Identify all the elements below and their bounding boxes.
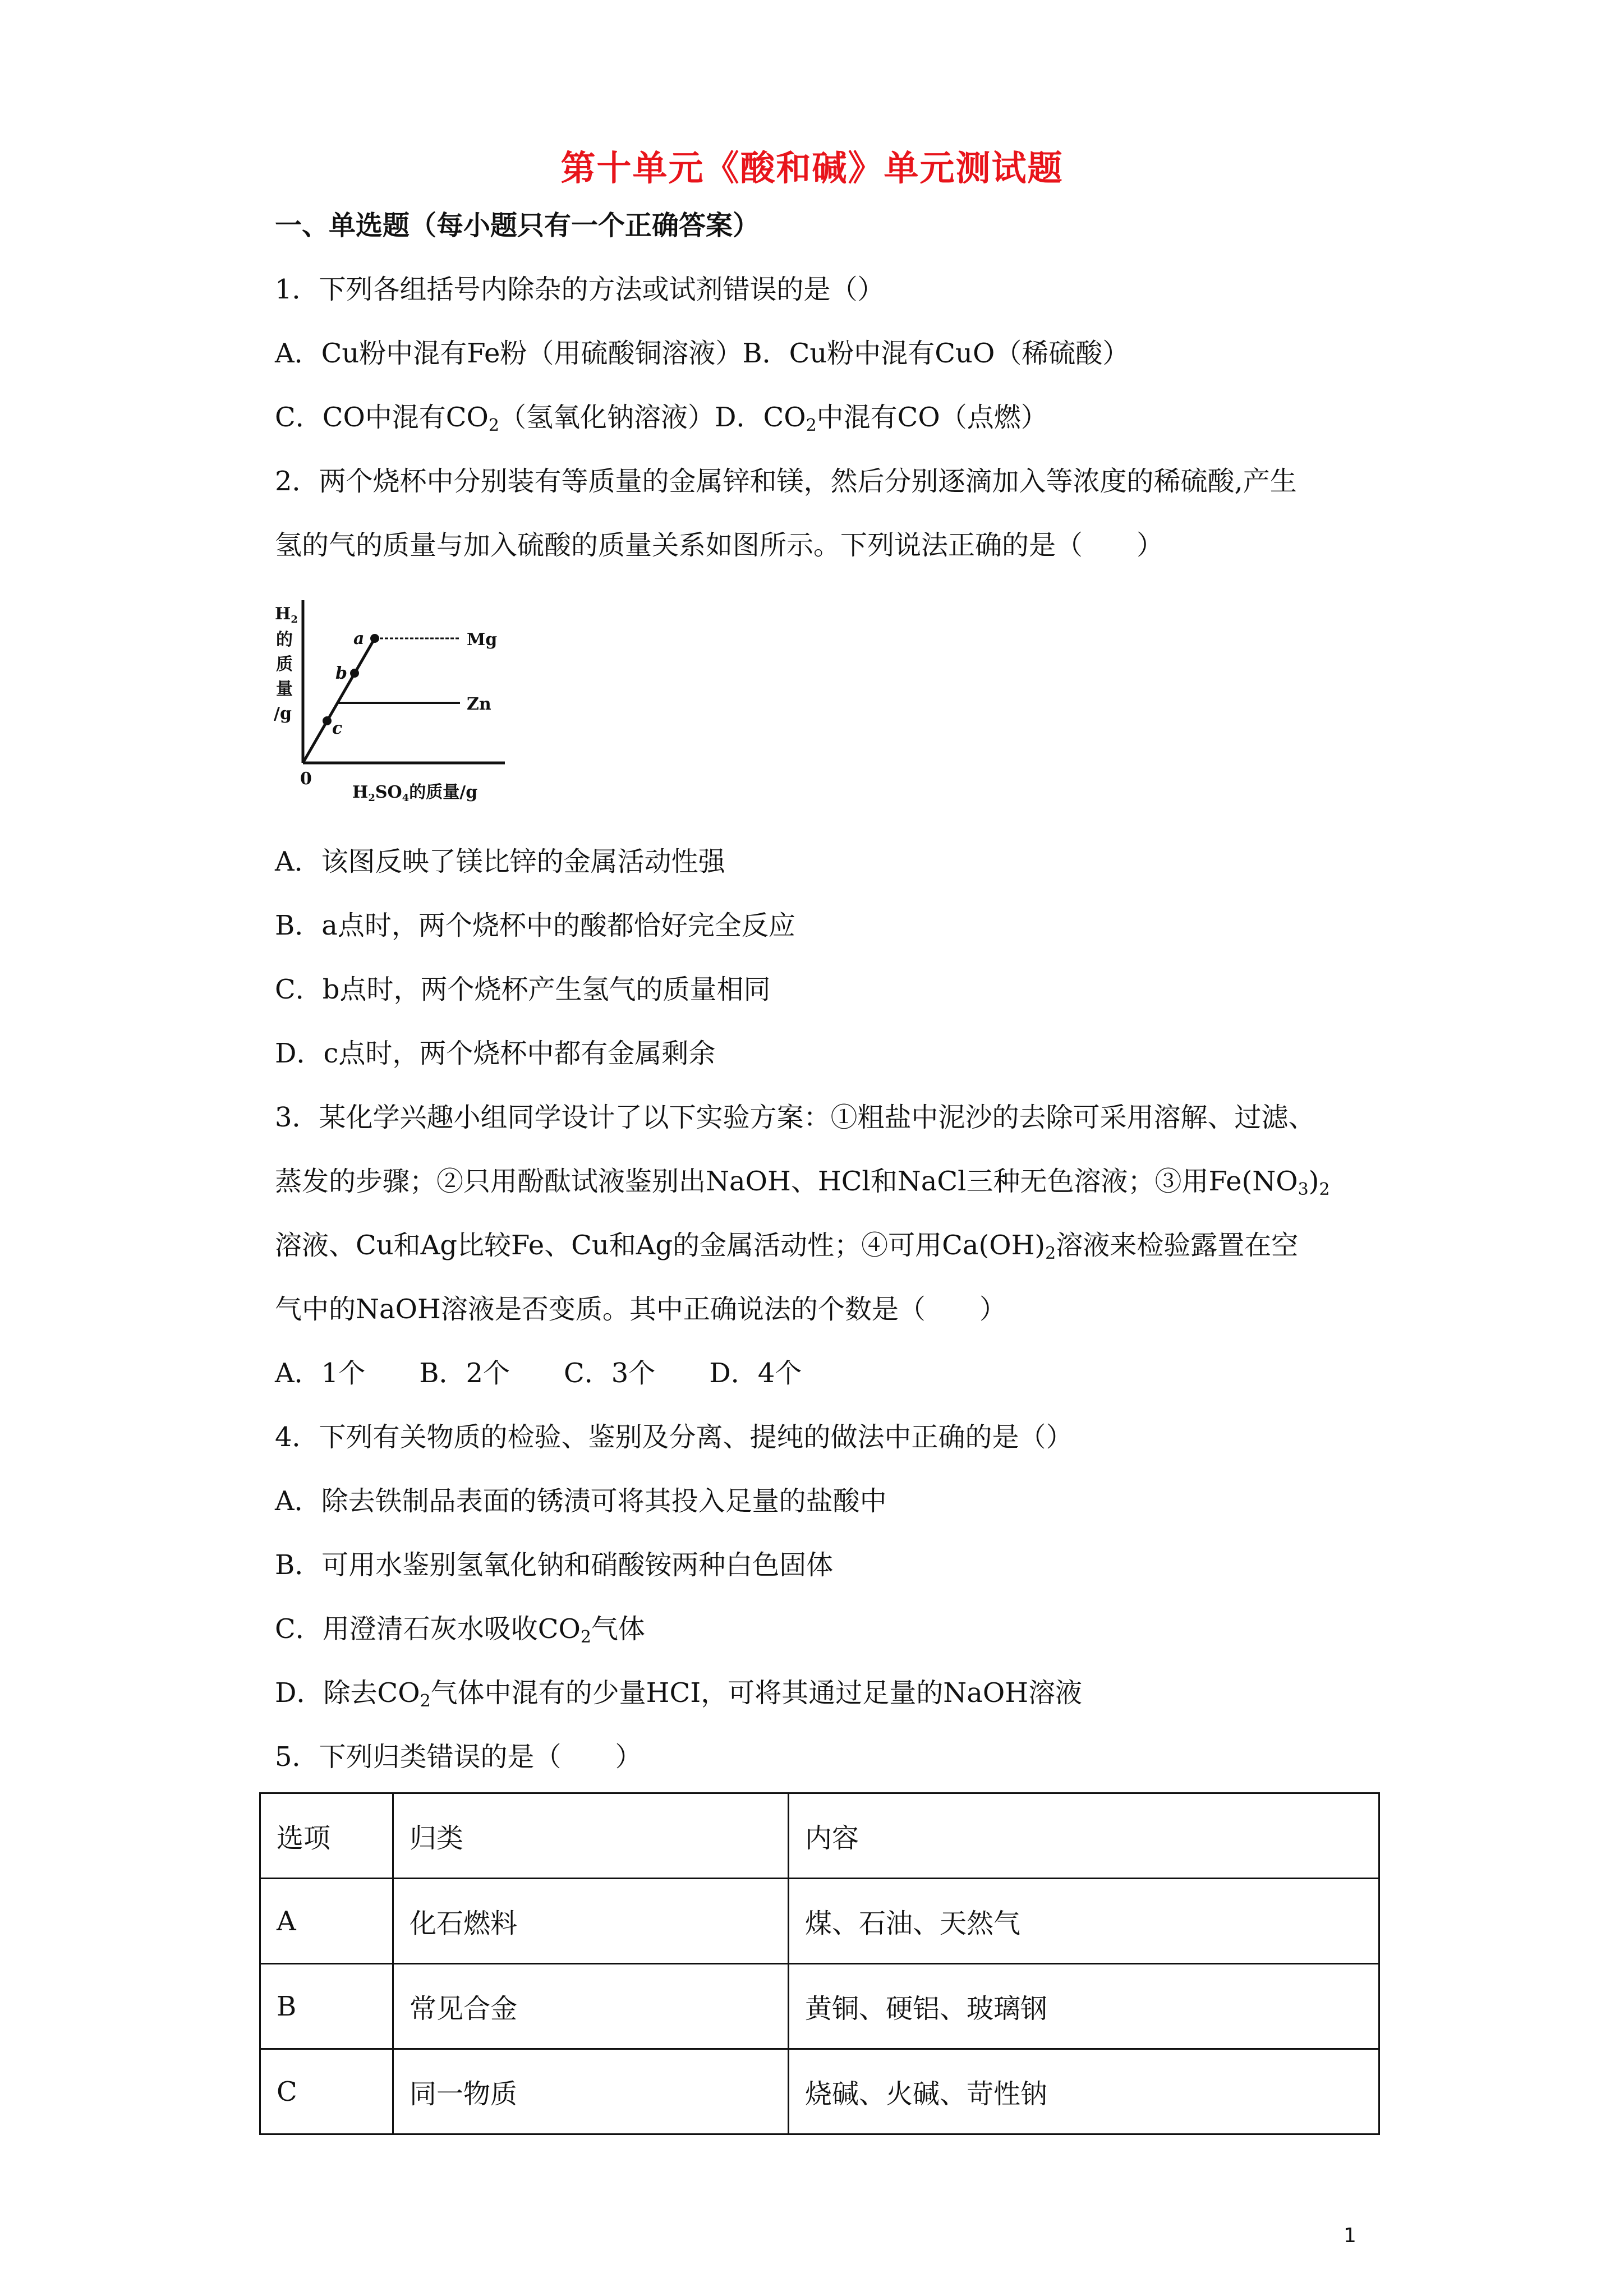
question-1-options-cd: C．CO中混有$CO_2$（氢氧化钠溶液）D．$CO_2$中混有CO（点燃） xyxy=(275,402,1048,435)
table-cell: A xyxy=(260,1879,393,1964)
question-3-line1: 3．某化学兴趣小组同学设计了以下实验方案：①粗盐中泥沙的去除可采用溶解、过滤、 xyxy=(275,1102,1315,1133)
question-3-line3: 溶液、Cu和Ag比较Fe、Cu和Ag的金属活动性；④可用$Ca(OH)_2$溶液来检验露置在空 xyxy=(275,1230,1299,1263)
table-cell: 黄铜、硬铝、玻璃钢 xyxy=(789,1964,1379,2049)
question-1-stem: 1．下列各组括号内除杂的方法或试剂错误的是（） xyxy=(275,274,885,305)
point-b xyxy=(350,669,359,678)
classification-table xyxy=(259,1792,1380,2135)
y-axis-label-char: 的 xyxy=(276,630,293,650)
x-axis-label: $H_2SO_4$的质量/g xyxy=(352,783,478,804)
point-b-label: b xyxy=(335,664,347,683)
question-2-option-c: C．b点时，两个烧杯产生氢气的质量相同 xyxy=(275,974,771,1005)
question-1-options-ab: A．Cu粉中混有Fe粉（用硫酸铜溶液）B．Cu粉中混有CuO（稀硫酸） xyxy=(275,338,1130,369)
table-header-cell: 选项 xyxy=(260,1793,393,1879)
question-4-option-c: C．用澄清石灰水吸收$CO_2$气体 xyxy=(275,1613,645,1647)
table-header-cell: 内容 xyxy=(789,1793,1379,1879)
table-row xyxy=(260,1964,1379,2049)
point-c-label: c xyxy=(332,719,343,738)
table-header-cell: 归类 xyxy=(393,1793,789,1879)
table-cell: 化石燃料 xyxy=(393,1879,789,1964)
question-4-stem: 4．下列有关物质的检验、鉴别及分离、提纯的做法中正确的是（） xyxy=(275,1421,1073,1453)
question-2-option-a: A．该图反映了镁比锌的金属活动性强 xyxy=(275,846,725,877)
y-axis-label-h: $H_2$ xyxy=(275,604,298,625)
point-a-label: a xyxy=(353,629,365,648)
question-5-stem: 5．下列归类错误的是（ ） xyxy=(275,1741,642,1773)
table-cell: C xyxy=(260,2049,393,2134)
table-cell: 煤、石油、天然气 xyxy=(789,1879,1379,1964)
table-row xyxy=(260,1793,1379,1879)
page-number: 1 xyxy=(1344,2224,1356,2247)
origin-label: 0 xyxy=(300,769,312,789)
question-2-option-b: B．a点时，两个烧杯中的酸都恰好完全反应 xyxy=(275,910,795,941)
question-3-options: A．1个 B．2个 C．3个 D．4个 xyxy=(275,1358,802,1389)
question-4-option-d: D．除去$CO_2$气体中混有的少量HCI，可将其通过足量的NaOH溶液 xyxy=(275,1677,1083,1711)
y-axis-label-char: /g xyxy=(274,704,292,724)
document-title: 第十单元《酸和碱》单元测试题 xyxy=(560,148,1064,188)
table-cell: B xyxy=(260,1964,393,2049)
table-row xyxy=(260,1879,1379,1964)
question-3-line2: 蒸发的步骤；②只用酚酞试液鉴别出NaOH、HCl和NaCl三种无色溶液；③用$Fe(NO_3)_2$ xyxy=(275,1166,1330,1199)
table-cell: 同一物质 xyxy=(393,2049,789,2134)
question-2-option-d: D．c点时，两个烧杯中都有金属剩余 xyxy=(275,1038,716,1069)
y-axis-label-char: 量 xyxy=(276,679,293,699)
question-2-stem-line1: 2．两个烧杯中分别装有等质量的金属锌和镁，然后分别逐滴加入等浓度的稀硫酸,产生 xyxy=(275,466,1297,497)
rising-line xyxy=(303,638,375,763)
table-cell: 烧碱、火碱、苛性钠 xyxy=(789,2049,1379,2134)
question-4-option-b: B．可用水鉴别氢氧化钠和硝酸铵两种白色固体 xyxy=(275,1549,834,1581)
question-4-option-a: A．除去铁制品表面的锈渍可将其投入足量的盐酸中 xyxy=(275,1485,887,1517)
section-heading: 一、单选题（每小题只有一个正确答案） xyxy=(275,210,760,241)
point-c xyxy=(323,716,332,725)
question-3-line4: 气中的NaOH溶液是否变质。其中正确说法的个数是（ ） xyxy=(275,1294,1006,1325)
table-row xyxy=(260,2049,1379,2134)
series-label-mg: Mg xyxy=(467,630,498,650)
table-cell: 常见合金 xyxy=(393,1964,789,2049)
point-a xyxy=(370,634,379,643)
series-label-zn: Zn xyxy=(467,694,491,714)
question-2-stem-line2: 氢的气的质量与加入硫酸的质量关系如图所示。下列说法正确的是（ ） xyxy=(275,530,1164,561)
hydrogen-mass-graph xyxy=(269,595,527,808)
y-axis-label-char: 质 xyxy=(276,655,293,674)
